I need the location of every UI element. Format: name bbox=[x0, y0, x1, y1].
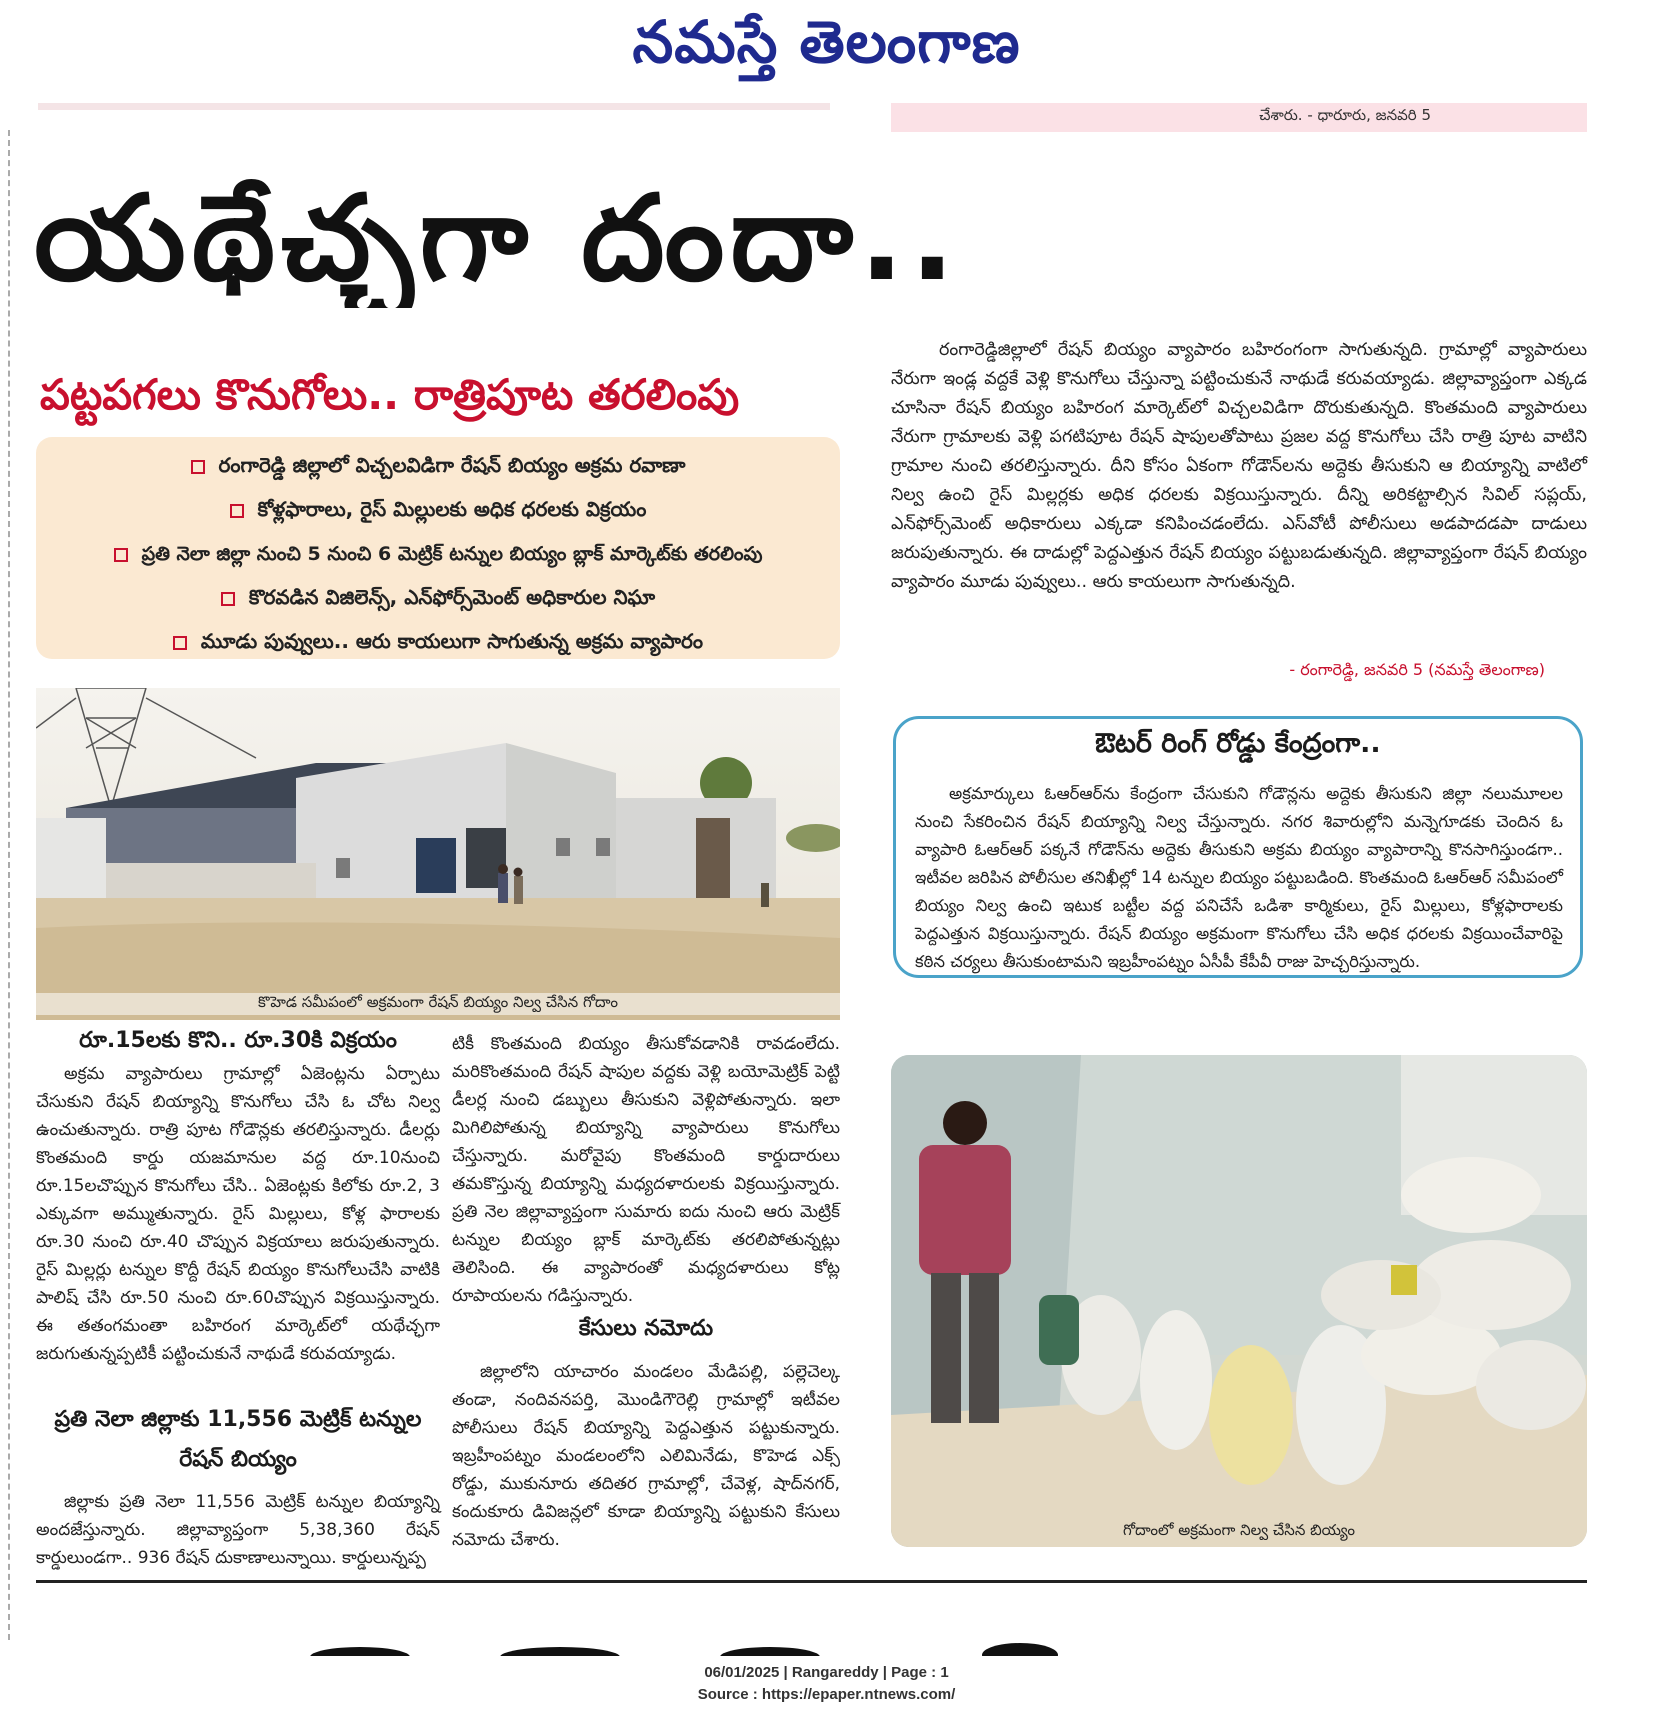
highlight-item: కొరవడిన విజిలెన్స్‌, ఎన్‌ఫోర్స్‌మెంట్‌ అధికారుల నిఘా bbox=[36, 575, 840, 619]
masthead-logo: నమస్తే తెలంగాణ bbox=[632, 8, 1021, 76]
sidebar-text: అక్రమార్కులు ఓఆర్‌ఆర్‌ను కేంద్రంగా చేసుకుని గోడౌన్లను అద్దెకు తీసుకుని జిల్లా నలుమూలల నుంచి సేకరించిన రేషన్‌ బియ్యాన్ని నిల్వ చేస్తున్నారు. నగర శివారుల్లోని మన్నెగూడకు చెందిన ఓ వ్యాపారి ఓఆర్‌ఆర్‌ పక్కనే గోడౌన్‌ను అద్దెకు తీసుకుని అక్రమ బియ్యం వ్యాపారాన్ని కొనసాగిస్తుండగా.. ఇటీవల జరిపిన పోలీసుల తనిఖీల్లో 14 టన్నుల బియ్యం పట్టుబడింది. కొంతమంది ఓఆర్‌ఆర్‌ సమీపంలో బియ్యం నిల్వ ఉంచి ఇటుక బట్టీల వద్ద పనిచేసే ఒడిశా కార్మికులు, రైస్‌ మిల్లులు, కోళ్లఫారాలకు పెద్దఎత్తున విక్రయిస్తున్నారు. రేషన్‌ బియ్యం అక్రమంగా కొనుగోలు చేసి అధిక ధరలకు విక్రయించేవారిపై కఠిన చర్యలు తీసుకుంటామని ఇబ్రహీంపట్నం ఏసీపీ కేపీవీ రాజు హెచ్చరిస్తున్నారు. bbox=[915, 784, 1563, 971]
highlight-item: మూడు పువ్వులు.. ఆరు కాయలుగా సాగుతున్న అక్రమ వ్యాపారం bbox=[36, 619, 840, 663]
intro-credit: - రంగారెడ్డి, జనవరి 5 (నమస్తే తెలంగాణ) bbox=[1289, 660, 1545, 679]
warehouse-illustration bbox=[36, 688, 840, 1020]
square-bullet-icon bbox=[221, 592, 235, 606]
rice-bags-illustration bbox=[891, 1055, 1587, 1547]
col1-subheading: ప్రతి నెలా జిల్లాకు 11,556 మెట్రిక్‌ టన్నుల రేషన్‌ బియ్యం bbox=[54, 1407, 422, 1472]
square-bullet-icon bbox=[173, 636, 187, 650]
square-bullet-icon bbox=[191, 460, 205, 474]
footer-edition: 06/01/2025 | Rangareddy | Page : 1 bbox=[704, 1664, 949, 1681]
col2-paragraph-2: జిల్లాలోని యాచారం మండలం మేడిపల్లి, పల్లెచెల్క తండా, నందివనపర్తి, మొండిగౌరెల్లి గ్రామాల్లో ఇటీవల పోలీసులు రేషన్‌ బియ్యాన్ని పెద్దఎత్తున పట్టుకున్నారు. ఇబ్రహీంపట్నం మండలంలోని ఎలిమినేడు, కొహెడ ఎక్స్‌ రోడ్డు, ముకునూరు తదితర గ్రామాల్లో, చేవెళ్ల, షాద్‌నగర్‌, కందుకూరు డివిజన్లలో కూడా బియ్యాన్ని పట్టుకుని కేసులు నమోదు చేశారు. bbox=[452, 1362, 840, 1550]
col2-paragraph: టికీ కొంతమంది బియ్యం తీసుకోవడానికి రావడంలేదు. మరికొంతమంది రేషన్‌ షాపుల వద్దకు వెళ్లి బయోమెట్రిక్‌ పెట్టి డీలర్ల నుంచి డబ్బులు తీసుకుని వెళ్లిపోతున్నారు. ఇలా మిగిలిపోతున్న బియ్యాన్ని వ్యాపారులు కొనుగోలు చేస్తున్నారు. మరోవైపు కొంతమంది కార్డుదారులు తమకొస్తున్న బియ్యాన్ని మధ్యదళారులకు విక్రయిస్తున్నారు. ప్రతి నెల జిల్లావ్యాప్తంగా సుమారు ఐదు నుంచి ఆరు మెట్రిక్‌ టన్నుల బియ్యం బ్లాక్‌ మార్కెట్‌కు తరలిపోతున్నట్లు తెలిసింది. ఈ వ్యాపారంతో మధ్యదళారులు కోట్ల రూపాయలను గడిస్తున్నారు. bbox=[452, 1034, 840, 1306]
highlight-item: రంగారెడ్డి జిల్లాలో విచ్చలవిడిగా రేషన్‌ బియ్యం అక్రమ రవాణా bbox=[36, 443, 840, 487]
highlight-item: కోళ్లఫారాలు, రైస్‌ మిల్లులకు అధిక ధరలకు విక్రయం bbox=[36, 487, 840, 531]
col1-heading: రూ.15లకు కొని.. రూ.30కి విక్రయం bbox=[79, 1028, 397, 1053]
cropped-headline-glyphs bbox=[300, 1643, 1160, 1656]
square-bullet-icon bbox=[114, 548, 128, 562]
rice-bags-photo bbox=[891, 1055, 1587, 1547]
footer-source-link[interactable]: Source : https://epaper.ntnews.com/ bbox=[697, 1686, 956, 1703]
dateline: చేశారు. - ధారూరు, జనవరి 5 bbox=[1259, 106, 1431, 124]
sidebar-title: ఔటర్‌ రింగ్‌ రోడ్డు కేంద్రంగా.. bbox=[1095, 728, 1381, 759]
margin-cut-line bbox=[8, 130, 10, 1640]
col1-paragraph: అక్రమ వ్యాపారులు గ్రామాల్లో ఏజెంట్లను ఏర్పాటు చేసుకుని రేషన్‌ బియ్యాన్ని కొనుగోలు చేసి ఓ చోట నిల్వ ఉంచుతున్నారు. రాత్రి పూట గోడౌన్లకు తరలిస్తున్నారు. డీలర్లు కొంతమంది కార్డు యజమానుల వద్ద రూ.10నుంచి రూ.15లచొప్పున కొనుగోలు చేసి.. ఏజెంట్లకు కిలోకు రూ.2, 3 ఎక్కువగా అమ్ముతున్నారు. రైస్‌ మిల్లులు, కోళ్ల ఫారాలకు రూ.30 నుంచి రూ.40 చొప్పున విక్రయాలు జరుపుతున్నారు. రైస్‌ మిల్లర్లు టన్నుల కొద్దీ రేషన్‌ బియ్యం కొనుగోలుచేసి వాటికి పాలిష్‌ చేసి రూ.50 నుంచి రూ.60చొప్పున విక్రయిస్తున్నారు. ఈ తతంగమంతా బహిరంగ మార్కెట్‌లో యథేచ్ఛగా జరుగుతున్నప్పటికీ పట్టించుకునే నాథుడే కరువయ్యాడు. bbox=[36, 1064, 440, 1364]
main-headline: యథేచ్ఛగా దందా.. bbox=[34, 169, 961, 307]
top-divider-bar bbox=[38, 103, 830, 110]
col1-paragraph-2: జిల్లాకు ప్రతి నెలా 11,556 మెట్రిక్‌ టన్నుల బియ్యాన్ని అందజేస్తున్నారు. జిల్లావ్యాప్తంగా 5,38,360 రేషన్‌ కార్డులుండగా.. 936 రేషన్‌ దుకాణాలున్నాయి. కార్డులున్నప్ప bbox=[36, 1492, 440, 1568]
square-bullet-icon bbox=[230, 504, 244, 518]
photo-caption: గోదాంలో అక్రమంగా నిల్వ చేసిన బియ్యం bbox=[1123, 1521, 1355, 1539]
photo-caption: కొహెడ సమీపంలో అక్రమంగా రేషన్‌ బియ్యం నిల్వ చేసిన గోదాం bbox=[36, 993, 840, 1015]
section-divider bbox=[36, 1580, 1587, 1583]
intro-paragraph: రంగారెడ్డిజిల్లాలో రేషన్‌ బియ్యం వ్యాపారం బహిరంగంగా సాగుతున్నది. గ్రామాల్లో వ్యాపారులు నేరుగా ఇండ్ల వద్దకే వెళ్లి కొనుగోలు చేస్తున్నా పట్టించుకునే నాథుడే కరువయ్యాడు. జిల్లావ్యాప్తంగా ఎక్కడ చూసినా రేషన్‌ బియ్యం బహిరంగ మార్కెట్‌లో విచ్చలవిడిగా దొరుకుతున్నది. కొంతమంది వ్యాపారులు నేరుగా గ్రామాలకు వెళ్లి పగటిపూట రేషన్‌ షాపులతోపాటు ప్రజల వద్ద కొనుగోలు చేసి రాత్రి పూట వాటిని గ్రామాల నుంచి తరలిస్తున్నారు. దీని కోసం ఏకంగా గోడౌన్‌లను అద్దెకు తీసుకుని ఆ బియ్యాన్ని వాటిలో నిల్వ ఉంచి రైస్‌ మిల్లర్లకు అధిక ధరలకు విక్రయిస్తున్నారు. దీన్ని అరికట్టాల్సిన సివిల్‌ సప్లయ్‌, ఎన్‌ఫోర్స్‌మెంట్‌ అధికారులు ఎక్కడా కనిపించడంలేదు. ఎస్‌వోటీ పోలీసులు అడపాదడపా దాడులు జరుపుతున్నారు. ఈ దాడుల్లో పెద్దఎత్తున రేషన్‌ బియ్యం పట్టుబడుతున్నది. జిల్లావ్యాప్తంగా రేషన్‌ బియ్యం వ్యాపారం మూడు పువ్వులు.. ఆరు కాయలుగా సాగుతున్నది. bbox=[891, 340, 1587, 592]
warehouse-photo bbox=[36, 688, 840, 1020]
col2-heading: కేసులు నమోదు bbox=[578, 1316, 714, 1341]
subheadline: పట్టపగలు కొనుగోలు.. రాత్రిపూట తరలింపు bbox=[40, 370, 740, 419]
highlights-box bbox=[36, 437, 840, 659]
page-footer bbox=[0, 1662, 1653, 1706]
next-article-headline-crop bbox=[300, 1642, 1160, 1656]
highlight-item: ప్రతి నెలా జిల్లా నుంచి 5 నుంచి 6 మెట్రిక్‌ టన్నుల బియ్యం బ్లాక్‌ మార్కెట్‌కు తరలింపు bbox=[36, 531, 840, 575]
